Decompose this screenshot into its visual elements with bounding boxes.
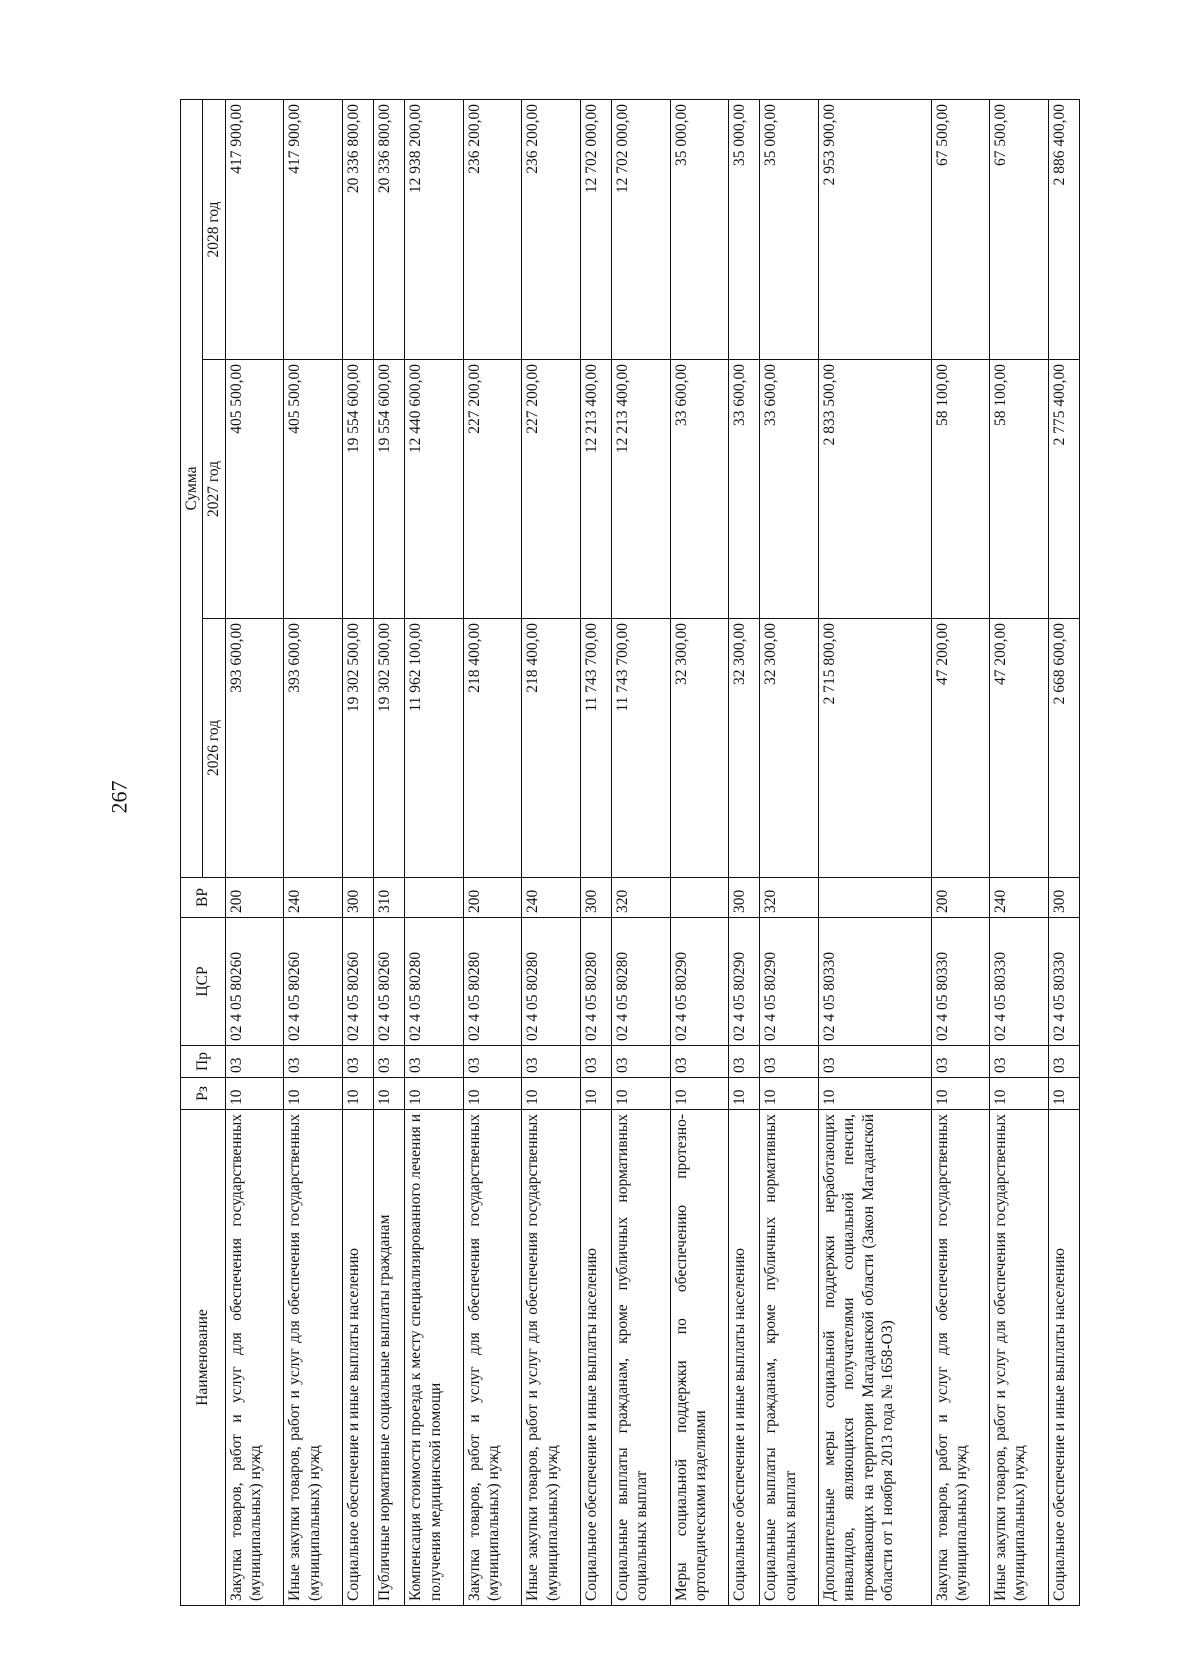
table-row [374, 99, 405, 1605]
cell-vr: 200 [931, 878, 989, 918]
cell-vr: 320 [760, 878, 818, 918]
cell-pr: 03 [612, 1046, 670, 1078]
cell-pr: 03 [225, 1046, 283, 1078]
cell-csr: 02 4 05 80280 [580, 918, 611, 1046]
table-row [580, 99, 611, 1605]
cell-csr: 02 4 05 80290 [729, 918, 760, 1046]
cell-2027: 227 200,00 [522, 360, 580, 619]
cell-2028: 67 500,00 [990, 99, 1048, 359]
cell-pr: 03 [1048, 1046, 1080, 1078]
cell-name: Закупка товаров, работ и услуг для обеспечения государственных (муниципальных) нужд [463, 1110, 521, 1606]
cell-name: Закупка товаров, работ и услуг для обеспечения государственных (муниципальных) нужд [931, 1110, 989, 1606]
cell-2027: 405 500,00 [225, 360, 283, 619]
header-pr: Пр [181, 1046, 226, 1078]
table-row [931, 99, 989, 1605]
cell-2028: 417 900,00 [284, 99, 342, 359]
cell-2026: 218 400,00 [522, 619, 580, 878]
cell-2026: 32 300,00 [729, 619, 760, 878]
cell-2028: 12 938 200,00 [405, 99, 463, 359]
cell-rz: 10 [612, 1078, 670, 1110]
cell-csr: 02 4 05 80260 [225, 918, 283, 1046]
cell-2027: 19 554 600,00 [342, 360, 373, 619]
cell-2026: 393 600,00 [284, 619, 342, 878]
table-row [463, 99, 521, 1605]
cell-name: Социальные выплаты гражданам, кроме публичных нормативных социальных выплат [612, 1110, 670, 1606]
cell-rz: 10 [374, 1078, 405, 1110]
cell-2026: 11 962 100,00 [405, 619, 463, 878]
table-row [225, 99, 283, 1605]
cell-2028: 20 336 800,00 [374, 99, 405, 359]
cell-rz: 10 [580, 1078, 611, 1110]
table-row [760, 99, 818, 1605]
cell-csr: 02 4 05 80330 [990, 918, 1048, 1046]
cell-vr: 200 [225, 878, 283, 918]
cell-name: Компенсация стоимости проезда к месту специализированного лечения и получения медицинской помощи [405, 1110, 463, 1606]
cell-pr: 03 [670, 1046, 728, 1078]
cell-rz: 10 [760, 1078, 818, 1110]
header-2026: 2026 год [203, 619, 225, 878]
cell-vr: 320 [612, 878, 670, 918]
cell-vr: 300 [1048, 878, 1080, 918]
cell-pr: 03 [818, 1046, 931, 1078]
cell-2028: 35 000,00 [760, 99, 818, 359]
cell-pr: 03 [729, 1046, 760, 1078]
cell-rz: 10 [405, 1078, 463, 1110]
cell-rz: 10 [463, 1078, 521, 1110]
cell-name: Дополнительные меры социальной поддержки неработающих инвалидов, являющихся получателями социальной пенсии, проживающих на территории Магаданской области (Закон Магаданской области от 1 ноября 2013 года № 1658-ОЗ) [818, 1110, 931, 1606]
cell-rz: 10 [670, 1078, 728, 1110]
cell-csr: 02 4 05 80330 [1048, 918, 1080, 1046]
cell-2028: 35 000,00 [670, 99, 728, 359]
cell-rz: 10 [818, 1078, 931, 1110]
header-2028: 2028 год [203, 99, 225, 359]
cell-vr [670, 878, 728, 918]
cell-2026: 393 600,00 [225, 619, 283, 878]
table-row [729, 99, 760, 1605]
cell-vr: 200 [463, 878, 521, 918]
cell-csr: 02 4 05 80290 [670, 918, 728, 1046]
table-body [225, 99, 1079, 1605]
cell-pr: 03 [284, 1046, 342, 1078]
cell-pr: 03 [990, 1046, 1048, 1078]
table-header [181, 99, 226, 1605]
cell-name: Иные закупки товаров, работ и услуг для обеспечения государственных (муниципальных) нужд [990, 1110, 1048, 1606]
header-rz: Рз [181, 1078, 226, 1110]
cell-pr: 03 [405, 1046, 463, 1078]
cell-2026: 2 668 600,00 [1048, 619, 1080, 878]
header-2027: 2027 год [203, 360, 225, 619]
cell-vr [405, 878, 463, 918]
cell-vr: 310 [374, 878, 405, 918]
cell-name: Публичные нормативные социальные выплаты гражданам [374, 1110, 405, 1606]
cell-2028: 2 886 400,00 [1048, 99, 1080, 359]
cell-2027: 227 200,00 [463, 360, 521, 619]
cell-pr: 03 [931, 1046, 989, 1078]
cell-2028: 417 900,00 [225, 99, 283, 359]
cell-rz: 10 [225, 1078, 283, 1110]
cell-vr: 240 [522, 878, 580, 918]
cell-2026: 11 743 700,00 [580, 619, 611, 878]
cell-rz: 10 [1048, 1078, 1080, 1110]
table-row [670, 99, 728, 1605]
cell-name: Социальное обеспечение и иные выплаты населению [729, 1110, 760, 1606]
cell-2027: 12 213 400,00 [612, 360, 670, 619]
cell-2028: 236 200,00 [522, 99, 580, 359]
cell-2027: 12 213 400,00 [580, 360, 611, 619]
cell-pr: 03 [374, 1046, 405, 1078]
cell-pr: 03 [463, 1046, 521, 1078]
cell-pr: 03 [580, 1046, 611, 1078]
cell-pr: 03 [342, 1046, 373, 1078]
cell-csr: 02 4 05 80280 [522, 918, 580, 1046]
cell-rz: 10 [284, 1078, 342, 1110]
cell-rz: 10 [729, 1078, 760, 1110]
cell-rz: 10 [931, 1078, 989, 1110]
cell-name: Меры социальной поддержки по обеспечению протезно-ортопедическими изделиями [670, 1110, 728, 1606]
cell-2027: 2 833 500,00 [818, 360, 931, 619]
cell-vr: 240 [284, 878, 342, 918]
table-row [522, 99, 580, 1605]
cell-2027: 12 440 600,00 [405, 360, 463, 619]
cell-2027: 33 600,00 [729, 360, 760, 619]
cell-2026: 32 300,00 [760, 619, 818, 878]
cell-name: Социальное обеспечение и иные выплаты населению [1048, 1110, 1080, 1606]
cell-2027: 58 100,00 [931, 360, 989, 619]
cell-name: Иные закупки товаров, работ и услуг для обеспечения государственных (муниципальных) нужд [522, 1110, 580, 1606]
budget-table [180, 99, 1080, 1606]
cell-csr: 02 4 05 80280 [405, 918, 463, 1046]
cell-pr: 03 [760, 1046, 818, 1078]
cell-vr: 240 [990, 878, 1048, 918]
cell-csr: 02 4 05 80330 [931, 918, 989, 1046]
table-row [405, 99, 463, 1605]
cell-name: Закупка товаров, работ и услуг для обеспечения государственных (муниципальных) нужд [225, 1110, 283, 1606]
cell-2027: 33 600,00 [670, 360, 728, 619]
table-row [1048, 99, 1080, 1605]
cell-name: Социальное обеспечение и иные выплаты населению [580, 1110, 611, 1606]
cell-2026: 47 200,00 [990, 619, 1048, 878]
cell-2026: 11 743 700,00 [612, 619, 670, 878]
cell-rz: 10 [990, 1078, 1048, 1110]
cell-vr: 300 [342, 878, 373, 918]
cell-2028: 236 200,00 [463, 99, 521, 359]
cell-2026: 47 200,00 [931, 619, 989, 878]
cell-vr: 300 [729, 878, 760, 918]
cell-csr: 02 4 05 80260 [374, 918, 405, 1046]
cell-2028: 12 702 000,00 [580, 99, 611, 359]
rotated-table-area [180, 100, 1080, 1606]
cell-2026: 32 300,00 [670, 619, 728, 878]
cell-name: Социальные выплаты гражданам, кроме публичных нормативных социальных выплат [760, 1110, 818, 1606]
cell-vr: 300 [580, 878, 611, 918]
cell-rz: 10 [342, 1078, 373, 1110]
cell-2026: 218 400,00 [463, 619, 521, 878]
cell-csr: 02 4 05 80280 [612, 918, 670, 1046]
cell-pr: 03 [522, 1046, 580, 1078]
cell-2028: 12 702 000,00 [612, 99, 670, 359]
cell-2028: 67 500,00 [931, 99, 989, 359]
header-csr: ЦСР [181, 918, 226, 1046]
header-name: Наименование [181, 1110, 226, 1606]
cell-2027: 2 775 400,00 [1048, 360, 1080, 619]
cell-2026: 19 302 500,00 [342, 619, 373, 878]
header-sum: Сумма [181, 99, 203, 877]
table-row [612, 99, 670, 1605]
cell-2027: 33 600,00 [760, 360, 818, 619]
cell-2028: 2 953 900,00 [818, 99, 931, 359]
cell-csr: 02 4 05 80260 [284, 918, 342, 1046]
header-vr: ВР [181, 878, 226, 918]
cell-rz: 10 [522, 1078, 580, 1110]
table-row [284, 99, 342, 1605]
cell-csr: 02 4 05 80290 [760, 918, 818, 1046]
cell-2027: 58 100,00 [990, 360, 1048, 619]
cell-csr: 02 4 05 80280 [463, 918, 521, 1046]
cell-name: Социальное обеспечение и иные выплаты населению [342, 1110, 373, 1606]
cell-2026: 2 715 800,00 [818, 619, 931, 878]
cell-2026: 19 302 500,00 [374, 619, 405, 878]
table-row [818, 99, 931, 1605]
cell-vr [818, 878, 931, 918]
cell-2028: 35 000,00 [729, 99, 760, 359]
cell-csr: 02 4 05 80330 [818, 918, 931, 1046]
cell-2027: 405 500,00 [284, 360, 342, 619]
cell-2027: 19 554 600,00 [374, 360, 405, 619]
table-row [342, 99, 373, 1605]
table-row [990, 99, 1048, 1605]
cell-2028: 20 336 800,00 [342, 99, 373, 359]
page-number: 267 [106, 780, 132, 814]
cell-csr: 02 4 05 80260 [342, 918, 373, 1046]
cell-name: Иные закупки товаров, работ и услуг для обеспечения государственных (муниципальных) нужд [284, 1110, 342, 1606]
